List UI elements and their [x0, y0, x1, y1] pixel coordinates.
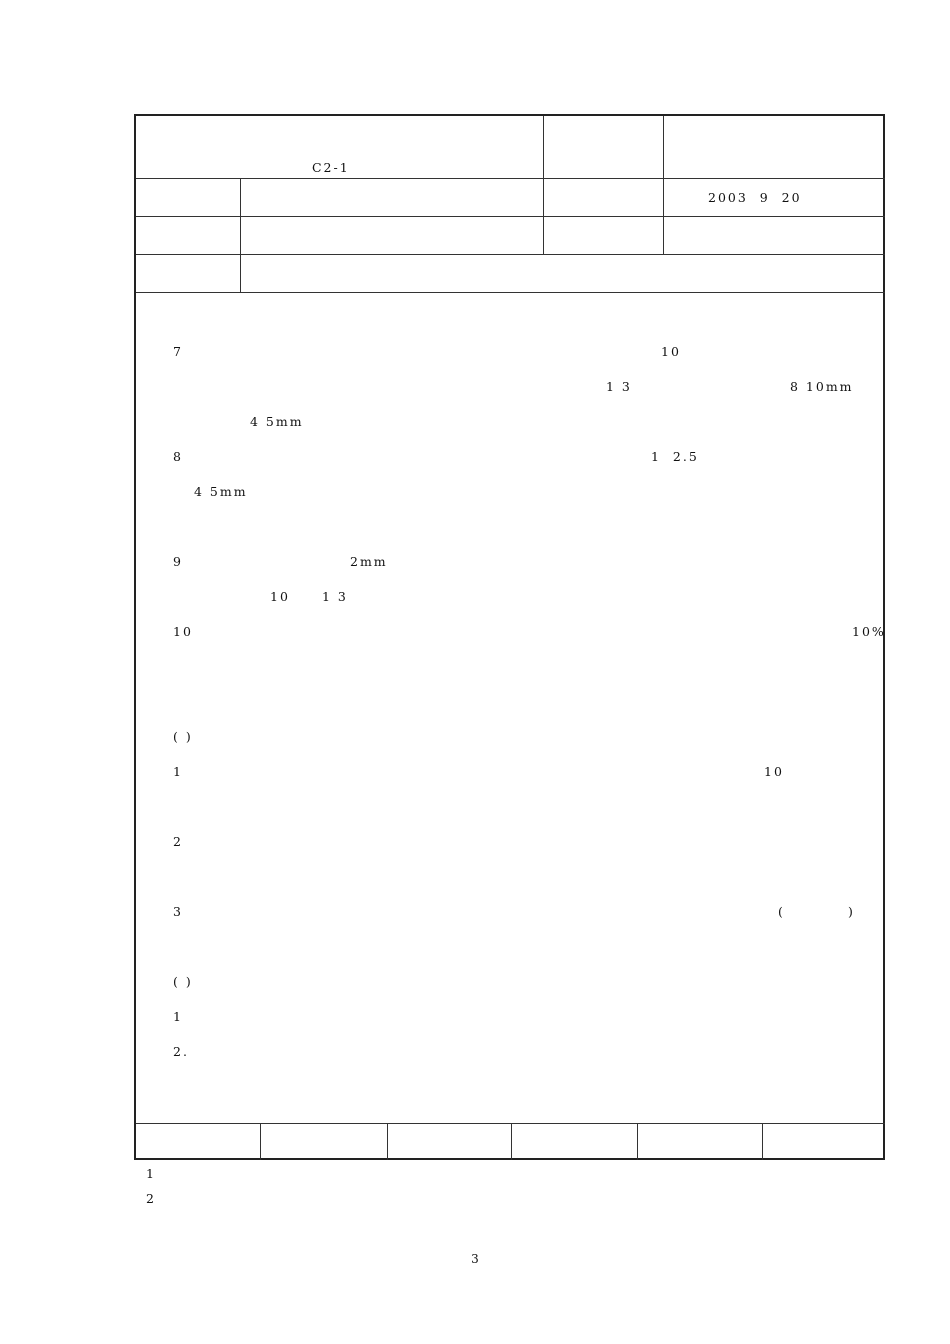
form-title: [280, 130, 334, 146]
col-divider: [762, 1123, 763, 1160]
item8-line1b: 1 2.5: [651, 449, 705, 464]
row-divider: [136, 216, 885, 217]
col-divider: [663, 116, 664, 254]
item7-line1: 7: [173, 344, 183, 359]
item10-line1a: 10: [173, 624, 199, 639]
technical-disclosure-form: [134, 114, 885, 1160]
item9-line1: 9: [173, 554, 183, 569]
subsection1-heading: ( ): [173, 729, 193, 744]
item7-line3b: 4 5mm: [250, 414, 304, 429]
item8-line2: 4 5mm: [194, 484, 248, 499]
form-code: C2-1: [306, 160, 350, 175]
col-divider: [260, 1123, 261, 1160]
col-divider: [543, 116, 544, 254]
item10-line1e: 10%: [852, 624, 886, 639]
note-2: 2: [146, 1191, 156, 1206]
col-divider: [240, 178, 241, 292]
row-divider: [136, 292, 885, 293]
main-control-3d: ): [848, 904, 855, 919]
main-control-1b: 10: [764, 764, 784, 779]
subsection2-heading: ( ): [173, 974, 193, 989]
note-1: 1: [146, 1166, 156, 1181]
page-number: 3: [471, 1252, 479, 1266]
col-divider: [387, 1123, 388, 1160]
main-control-1: 1: [173, 764, 183, 779]
item7-line1b: 10: [661, 344, 681, 359]
item9-line1b: 2mm: [350, 554, 388, 569]
main-control-3: 3: [173, 904, 183, 919]
date-value: 2003 9 20: [708, 190, 808, 205]
item7-line2b: 1 3: [606, 379, 638, 394]
general-item-1: 1: [173, 1009, 183, 1024]
item9-line2b: 10: [270, 589, 290, 604]
general-item-2: 2.: [173, 1044, 195, 1059]
item9-line2c: 1 3: [322, 589, 354, 604]
col-divider: [511, 1123, 512, 1160]
number-label: [580, 141, 592, 157]
main-control-2: 2: [173, 834, 189, 849]
row-divider: [136, 178, 885, 179]
item8-line1: 8: [173, 449, 183, 464]
main-control-3c: (: [778, 904, 785, 919]
item7-line2c: 8 10mm: [790, 379, 854, 394]
col-divider: [637, 1123, 638, 1160]
row-divider: [136, 254, 885, 255]
